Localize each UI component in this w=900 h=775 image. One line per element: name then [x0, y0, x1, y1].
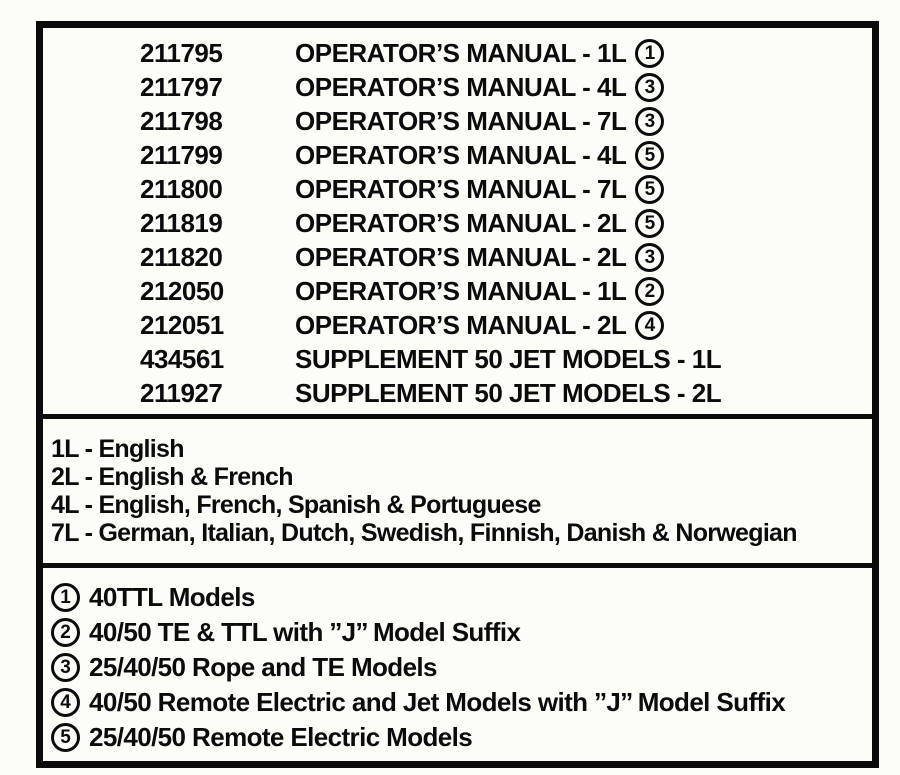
model-note	[51, 650, 868, 685]
circled-note-4-icon: 4	[635, 311, 664, 340]
table-row	[43, 138, 872, 172]
model-note-text: 40/50 TE & TTL with ’’J’’ Model Suffix	[89, 617, 521, 647]
part-description-text: OPERATOR’S MANUAL - 2L	[295, 208, 627, 238]
part-description-text: OPERATOR’S MANUAL - 7L	[295, 106, 627, 136]
part-description	[295, 206, 872, 240]
table-row	[43, 172, 872, 206]
circled-note-1-icon: 1	[51, 583, 80, 612]
part-description	[295, 240, 872, 274]
table-row	[43, 104, 872, 138]
model-note	[51, 580, 868, 615]
circled-note-3-icon: 3	[635, 73, 664, 102]
table-row	[43, 240, 872, 274]
language-key-line: 7L - German, Italian, Dutch, Swedish, Finnish, Danish & Norwegian	[51, 519, 797, 547]
part-description	[295, 104, 872, 138]
language-key-line: 4L - English, French, Spanish & Portuguese	[51, 491, 541, 519]
table-row	[43, 70, 872, 104]
part-description-text: OPERATOR’S MANUAL - 2L	[295, 310, 627, 340]
part-description	[295, 308, 872, 342]
model-note	[51, 615, 868, 650]
circled-note-2-icon: 2	[51, 618, 80, 647]
part-description-text: SUPPLEMENT 50 JET MODELS - 2L	[295, 378, 722, 408]
part-description-text: OPERATOR’S MANUAL - 7L	[295, 174, 627, 204]
part-number: 211927	[140, 378, 223, 408]
circled-note-3-icon: 3	[51, 653, 80, 682]
table-row	[43, 342, 872, 376]
part-description-text: OPERATOR’S MANUAL - 2L	[295, 242, 627, 272]
part-description	[295, 138, 872, 172]
part-number: 211819	[140, 208, 223, 238]
parts-manual-page	[36, 21, 879, 768]
part-description-text: OPERATOR’S MANUAL - 1L	[295, 276, 627, 306]
circled-note-4-icon: 4	[51, 688, 80, 717]
part-number: 211799	[140, 140, 223, 170]
part-description	[295, 172, 872, 206]
table-row	[43, 308, 872, 342]
part-number: 211800	[140, 174, 223, 204]
model-note-text: 40/50 Remote Electric and Jet Models with ’’J’’ Model Suffix	[89, 687, 786, 717]
part-description-text: OPERATOR’S MANUAL - 4L	[295, 140, 627, 170]
model-note-text: 40TTL Models	[89, 582, 255, 612]
circled-note-3-icon: 3	[635, 107, 664, 136]
circled-note-3-icon: 3	[635, 243, 664, 272]
circled-note-1-icon: 1	[635, 39, 664, 68]
model-notes-section	[43, 563, 872, 761]
part-description	[295, 274, 872, 308]
part-number: 211797	[140, 72, 223, 102]
part-number: 434561	[140, 344, 224, 374]
language-key-line: 2L - English & French	[51, 463, 293, 491]
table-row	[43, 206, 872, 240]
part-number: 211820	[140, 242, 223, 272]
language-key-section	[43, 414, 872, 563]
model-note	[51, 685, 868, 720]
part-description	[295, 376, 872, 410]
parts-list-section	[43, 28, 872, 414]
circled-note-5-icon: 5	[51, 723, 80, 752]
part-description-text: OPERATOR’S MANUAL - 4L	[295, 72, 627, 102]
part-number: 211798	[140, 106, 223, 136]
model-note	[51, 720, 868, 755]
part-number: 212050	[140, 276, 224, 306]
part-description	[295, 342, 872, 376]
circled-note-5-icon: 5	[635, 141, 664, 170]
part-number: 211795	[140, 38, 223, 68]
circled-note-5-icon: 5	[635, 209, 664, 238]
part-description-text: SUPPLEMENT 50 JET MODELS - 1L	[295, 344, 722, 374]
table-row	[43, 36, 872, 70]
model-note-text: 25/40/50 Rope and TE Models	[89, 652, 437, 682]
part-description	[295, 36, 872, 70]
circled-note-5-icon: 5	[635, 175, 664, 204]
model-note-text: 25/40/50 Remote Electric Models	[89, 722, 473, 752]
part-description	[295, 70, 872, 104]
part-description-text: OPERATOR’S MANUAL - 1L	[295, 38, 627, 68]
circled-note-2-icon: 2	[635, 277, 664, 306]
language-key-line: 1L - English	[51, 435, 184, 463]
table-row	[43, 376, 872, 410]
table-row	[43, 274, 872, 308]
part-number: 212051	[140, 310, 224, 340]
